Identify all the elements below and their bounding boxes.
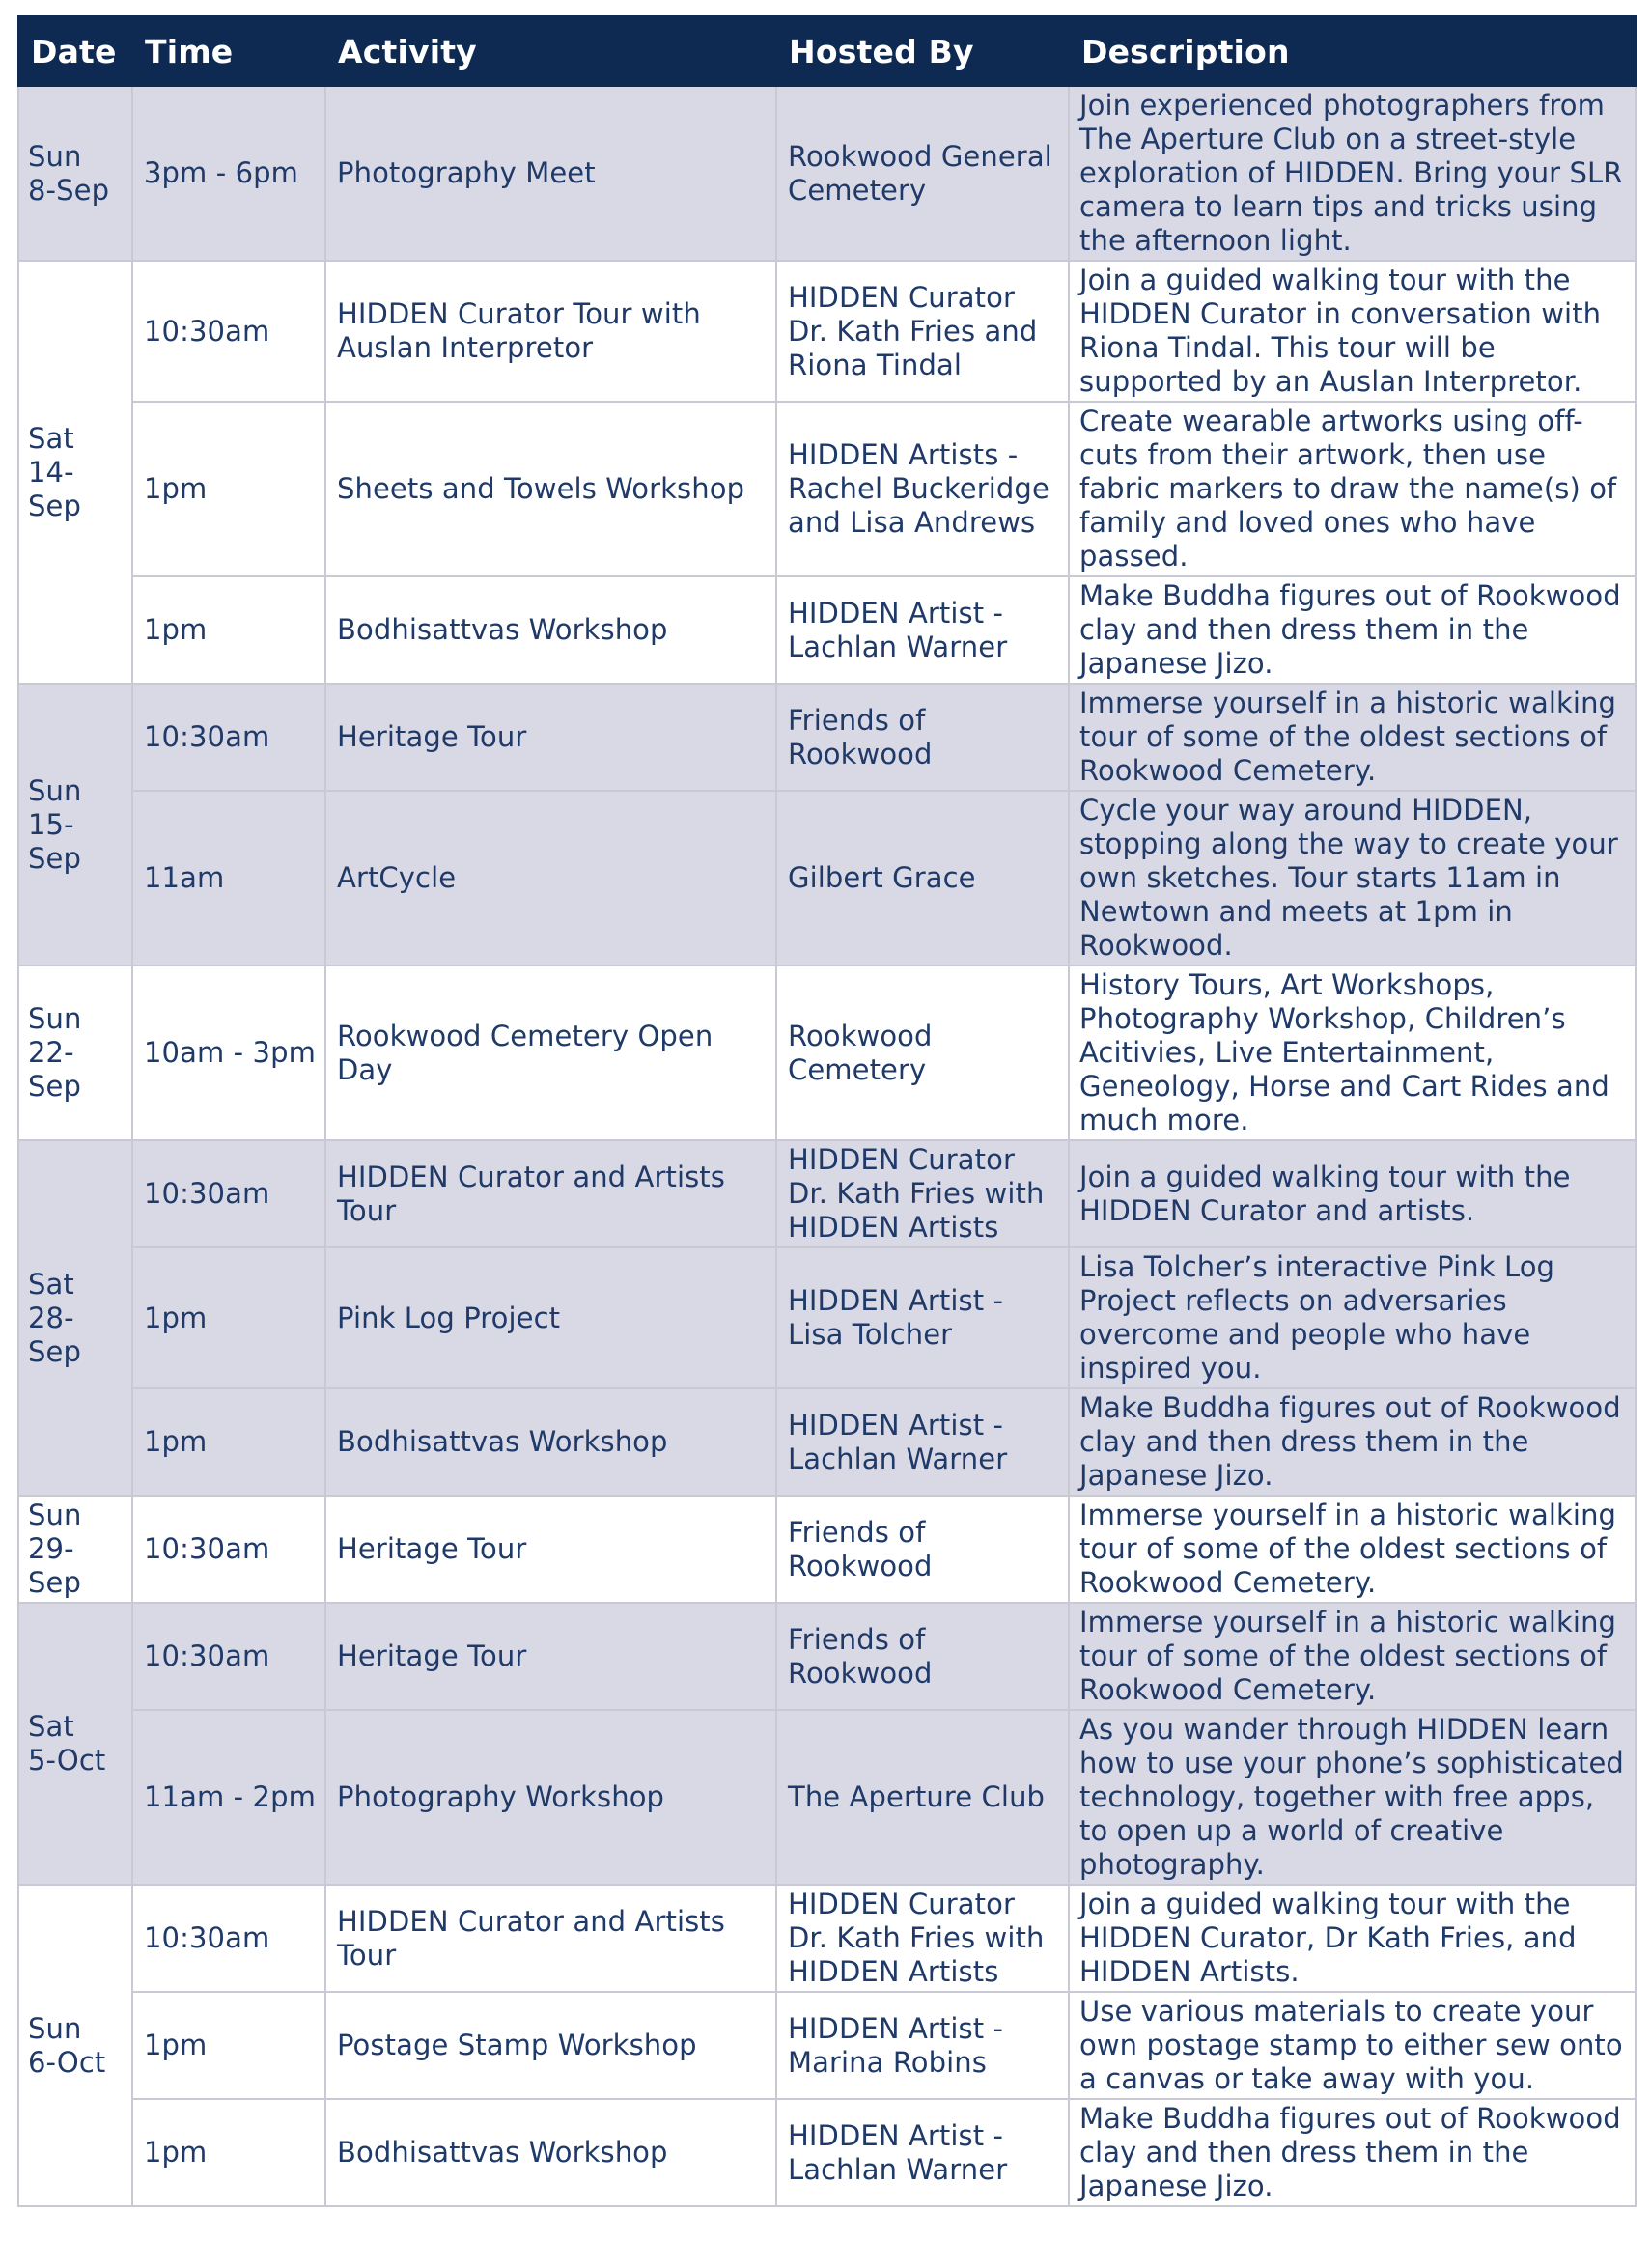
date-cell — [18, 684, 132, 966]
events-table — [17, 15, 1637, 2207]
activity-cell: Heritage Tour — [325, 1496, 776, 1603]
date-day: 6-Oct — [28, 2045, 106, 2079]
activity-cell: HIDDEN Curator and Artists Tour — [325, 1140, 776, 1247]
time-cell: 10:30am — [132, 684, 325, 791]
date-weekday: Sun — [28, 139, 82, 173]
activity-cell: Sheets and Towels Workshop — [325, 402, 776, 576]
hosted-by-cell: HIDDEN Artist - Lisa Tolcher — [776, 1247, 1069, 1388]
date-cell — [18, 1140, 132, 1496]
date-day: 29-Sep — [28, 1532, 81, 1599]
description-cell: Join a guided walking tour with the HIDDEN Curator in conversation with Riona Tindal. This tour will be supported by an Auslan Interpretor. — [1069, 261, 1636, 402]
table-row — [18, 86, 1636, 261]
time-cell: 10am - 3pm — [132, 966, 325, 1140]
table-row — [18, 2099, 1636, 2206]
date-cell — [18, 966, 132, 1140]
activity-cell: Heritage Tour — [325, 684, 776, 791]
description-cell: Make Buddha figures out of Rookwood clay and then dress them in the Japanese Jizo. — [1069, 1388, 1636, 1496]
date-weekday: Sun — [28, 1002, 82, 1035]
activity-cell: Bodhisattvas Workshop — [325, 576, 776, 684]
activity-cell: Bodhisattvas Workshop — [325, 2099, 776, 2206]
activity-cell: Pink Log Project — [325, 1247, 776, 1388]
time-cell: 10:30am — [132, 261, 325, 402]
time-cell: 11am — [132, 791, 325, 966]
hosted-by-cell: HIDDEN Artist - Lachlan Warner — [776, 2099, 1069, 2206]
table-row — [18, 576, 1636, 684]
table-row — [18, 1388, 1636, 1496]
table-row — [18, 966, 1636, 1140]
events-schedule — [17, 15, 1635, 2207]
time-cell: 1pm — [132, 1388, 325, 1496]
description-cell: Make Buddha figures out of Rookwood clay and then dress them in the Japanese Jizo. — [1069, 2099, 1636, 2206]
hosted-by-cell: Gilbert Grace — [776, 791, 1069, 966]
header-row — [18, 16, 1636, 86]
time-cell: 10:30am — [132, 1885, 325, 1992]
table-row — [18, 1247, 1636, 1388]
hosted-by-cell: HIDDEN Artist - Lachlan Warner — [776, 1388, 1069, 1496]
hosted-by-cell: HIDDEN Curator Dr. Kath Fries with HIDDEN Artists — [776, 1140, 1069, 1247]
table-row — [18, 1140, 1636, 1247]
description-cell: Make Buddha figures out of Rookwood clay and then dress them in the Japanese Jizo. — [1069, 576, 1636, 684]
hosted-by-cell: HIDDEN Artist - Marina Robins — [776, 1992, 1069, 2099]
description-cell: History Tours, Art Workshops, Photography Workshop, Children’s Acitivies, Live Entertainment, Geneology, Horse and Cart Rides and much more. — [1069, 966, 1636, 1140]
date-cell — [18, 1496, 132, 1603]
hosted-by-cell: HIDDEN Curator Dr. Kath Fries and Riona Tindal — [776, 261, 1069, 402]
time-cell: 3pm - 6pm — [132, 86, 325, 261]
description-cell: Immerse yourself in a historic walking tour of some of the oldest sections of Rookwood Cemetery. — [1069, 1603, 1636, 1710]
table-row — [18, 1603, 1636, 1710]
time-cell: 1pm — [132, 576, 325, 684]
time-cell: 11am - 2pm — [132, 1710, 325, 1885]
table-row — [18, 1710, 1636, 1885]
description-cell: Cycle your way around HIDDEN, stopping along the way to create your own sketches. Tour starts 11am in Newtown and meets at 1pm in Rookwood. — [1069, 791, 1636, 966]
table-row — [18, 261, 1636, 402]
hosted-by-cell: HIDDEN Artists - Rachel Buckeridge and Lisa Andrews — [776, 402, 1069, 576]
description-cell: Immerse yourself in a historic walking tour of some of the oldest sections of Rookwood Cemetery. — [1069, 1496, 1636, 1603]
date-cell — [18, 1885, 132, 2206]
schedule-body — [18, 86, 1636, 2206]
date-weekday: Sat — [28, 1267, 74, 1301]
date-weekday: Sun — [28, 1498, 82, 1531]
time-cell: 10:30am — [132, 1496, 325, 1603]
date-weekday: Sun — [28, 773, 82, 807]
date-day: 28-Sep — [28, 1301, 81, 1368]
date-weekday: Sat — [28, 421, 74, 455]
hosted-by-cell: HIDDEN Curator Dr. Kath Fries with HIDDEN Artists — [776, 1885, 1069, 1992]
activity-cell: Bodhisattvas Workshop — [325, 1388, 776, 1496]
table-row — [18, 1885, 1636, 1992]
time-cell: 10:30am — [132, 1603, 325, 1710]
date-day: 22-Sep — [28, 1036, 81, 1103]
description-cell: Immerse yourself in a historic walking tour of some of the oldest sections of Rookwood Cemetery. — [1069, 684, 1636, 791]
description-cell: Join a guided walking tour with the HIDDEN Curator, Dr Kath Fries, and HIDDEN Artists. — [1069, 1885, 1636, 1992]
table-row — [18, 402, 1636, 576]
description-cell: Join a guided walking tour with the HIDDEN Curator and artists. — [1069, 1140, 1636, 1247]
table-row — [18, 1496, 1636, 1603]
date-weekday: Sat — [28, 1710, 74, 1743]
date-day: 15-Sep — [28, 807, 81, 875]
time-cell: 1pm — [132, 1247, 325, 1388]
hosted-by-cell: Rookwood General Cemetery — [776, 86, 1069, 261]
time-cell: 1pm — [132, 402, 325, 576]
column-header-description: Description — [1069, 16, 1636, 86]
description-cell: Join experienced photographers from The Aperture Club on a street-style exploration of HIDDEN. Bring your SLR camera to learn tips and tricks using the afternoon light. — [1069, 86, 1636, 261]
activity-cell: Photography Workshop — [325, 1710, 776, 1885]
date-cell — [18, 86, 132, 261]
activity-cell: Photography Meet — [325, 86, 776, 261]
date-cell — [18, 1603, 132, 1885]
column-header-date: Date — [18, 16, 132, 86]
table-row — [18, 791, 1636, 966]
hosted-by-cell: HIDDEN Artist - Lachlan Warner — [776, 576, 1069, 684]
hosted-by-cell: Rookwood Cemetery — [776, 966, 1069, 1140]
column-header-hosted-by: Hosted By — [776, 16, 1069, 86]
hosted-by-cell: Friends of Rookwood — [776, 1496, 1069, 1603]
description-cell: Lisa Tolcher’s interactive Pink Log Project reflects on adversaries overcome and people who have inspired you. — [1069, 1247, 1636, 1388]
hosted-by-cell: Friends of Rookwood — [776, 1603, 1069, 1710]
date-weekday: Sun — [28, 2011, 82, 2045]
date-day: 5-Oct — [28, 1744, 106, 1777]
description-cell: Create wearable artworks using off-cuts from their artwork, then use fabric markers to draw the name(s) of family and loved ones who have passed. — [1069, 402, 1636, 576]
activity-cell: ArtCycle — [325, 791, 776, 966]
activity-cell: HIDDEN Curator and Artists Tour — [325, 1885, 776, 1992]
column-header-activity: Activity — [325, 16, 776, 86]
column-header-time: Time — [132, 16, 325, 86]
time-cell: 10:30am — [132, 1140, 325, 1247]
date-day: 14-Sep — [28, 455, 81, 522]
date-day: 8-Sep — [28, 173, 110, 207]
activity-cell: Postage Stamp Workshop — [325, 1992, 776, 2099]
activity-cell: Heritage Tour — [325, 1603, 776, 1710]
hosted-by-cell: The Aperture Club — [776, 1710, 1069, 1885]
time-cell: 1pm — [132, 2099, 325, 2206]
description-cell: Use various materials to create your own postage stamp to either sew onto a canvas or take away with you. — [1069, 1992, 1636, 2099]
description-cell: As you wander through HIDDEN learn how to use your phone’s sophisticated technology, together with free apps, to open up a world of creative photography. — [1069, 1710, 1636, 1885]
activity-cell: Rookwood Cemetery Open Day — [325, 966, 776, 1140]
table-row — [18, 684, 1636, 791]
date-cell — [18, 261, 132, 684]
activity-cell: HIDDEN Curator Tour with Auslan Interpretor — [325, 261, 776, 402]
table-row — [18, 1992, 1636, 2099]
time-cell: 1pm — [132, 1992, 325, 2099]
hosted-by-cell: Friends of Rookwood — [776, 684, 1069, 791]
